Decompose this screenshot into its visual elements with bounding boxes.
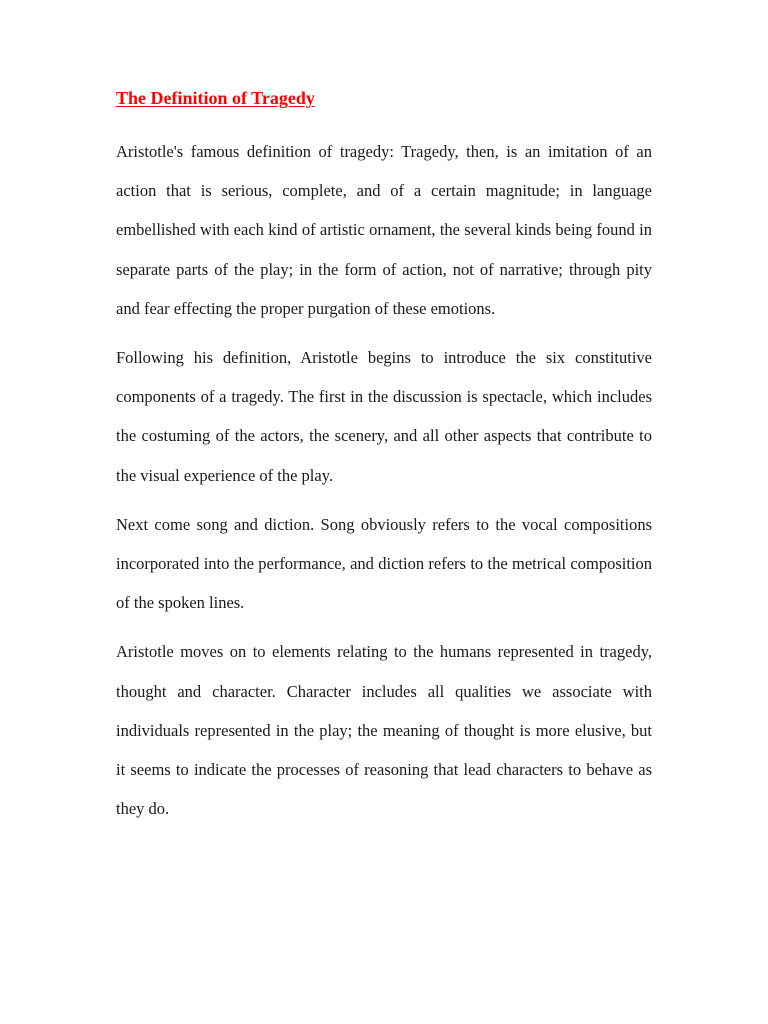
paragraph-definition: Aristotle's famous definition of tragedy: Tragedy, then, is an imitation of an action that is serious, complete, and of a certain magnitude; in language embellished with each kind of artistic ornament, the several kinds being found in separate parts of the play; in the form of action, not of narrative; through pity and fear effecting the proper purgation of these emotions. <box>116 142 652 318</box>
document-title: The Definition of Tragedy <box>116 88 315 108</box>
paragraph-song-diction: Next come song and diction. Song obviously refers to the vocal compositions incorporated into the performance, and diction refers to the metrical composition of the spoken lines. <box>116 514 652 613</box>
paragraph-components: Following his definition, Aristotle begins to introduce the six constitutive components of a tragedy. The first in the discussion is spectacle, which includes the costuming of the actors, the scenery, and all other aspects that contribute to the visual experience of the play. <box>116 348 652 485</box>
paragraph-thought-character: Aristotle moves on to elements relating to the humans represented in tragedy, thought and character. Character includes all qualities we associate with individuals represented in the play; the meaning of thought is more elusive, but it seems to indicate the processes of reasoning that lead characters to behave as they do. <box>116 642 652 819</box>
